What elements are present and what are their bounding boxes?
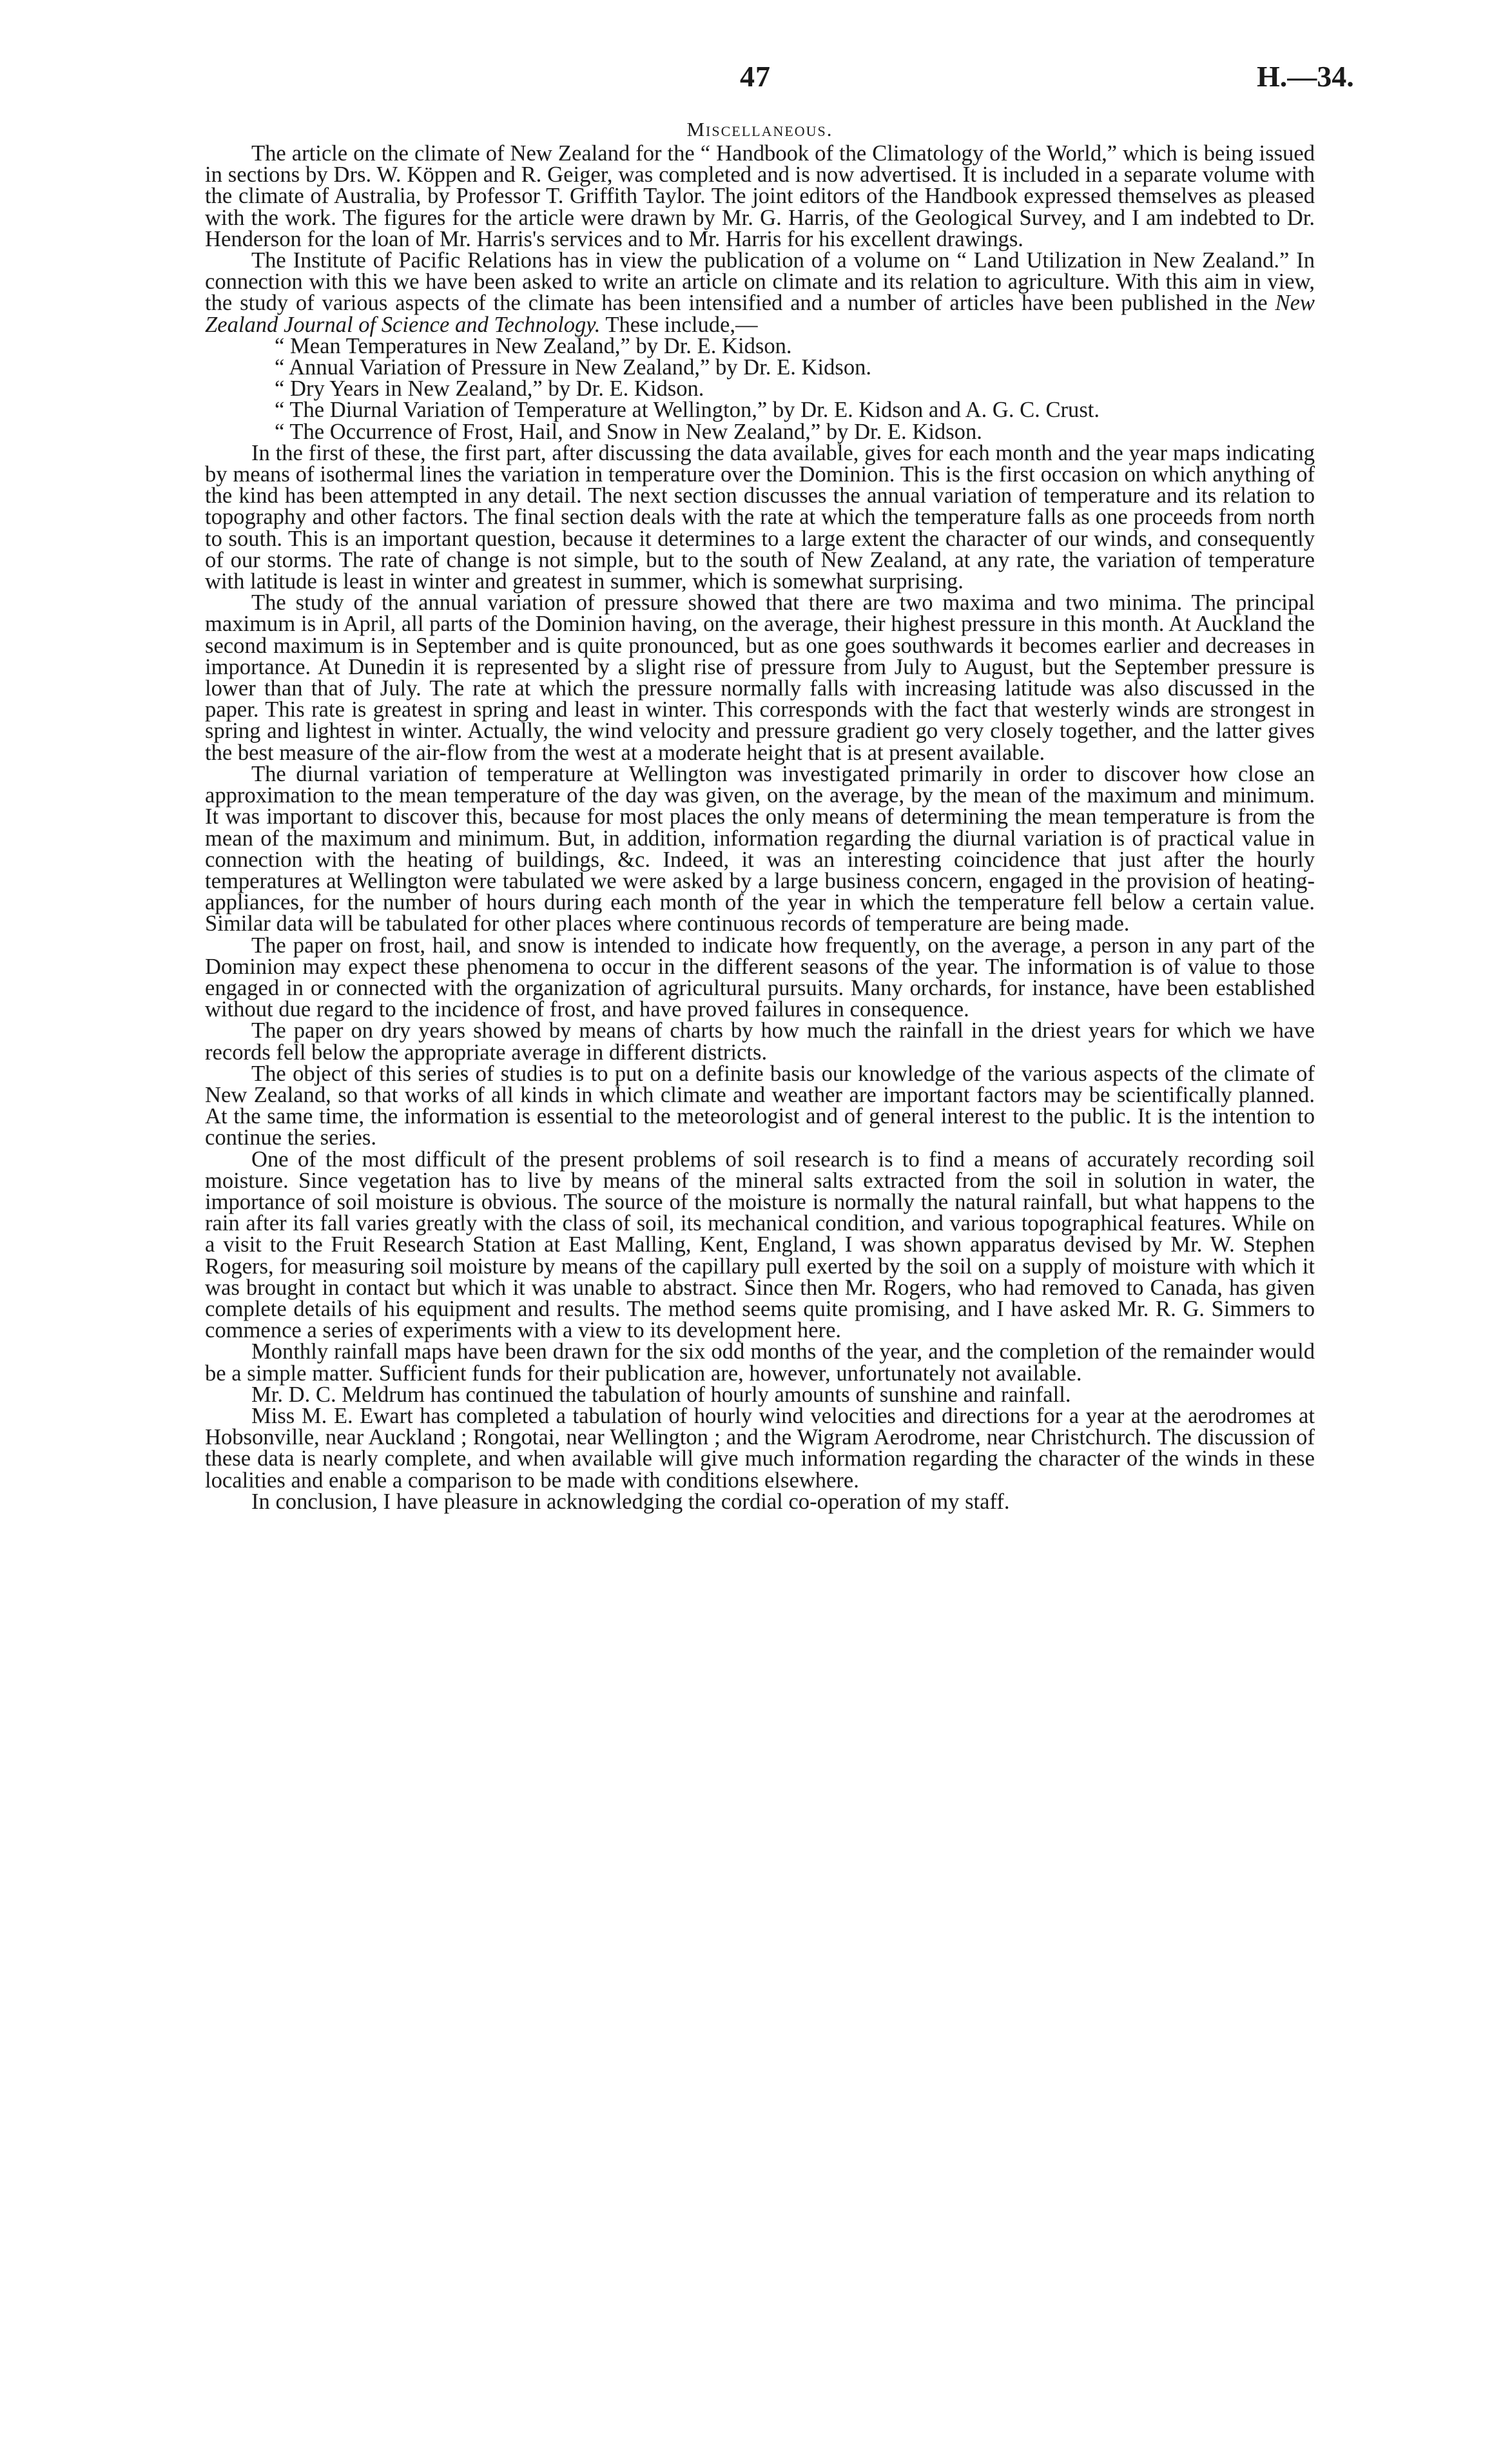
paragraph-diurnal-variation: The diurnal variation of temperature at Wellington was investigated primarily in order to discover how close an approximation to the mean temperature of the day was given, on the average, by the mean of the maximum and minimum. It was important to discover this, because for most places the only means of determining the mean temperature is from the mean of the maximum and minimum. But, in addition, information regarding the diurnal variation is of practical value in connection with the heating of buildings, &c. Indeed, it was an interesting coincidence that just after the hourly temperatures at Wellington were tabulated we were asked by a large business concern, engaged in the provision of heating-appliances, for the number of hours during each month of the year in which the temperature fell below a certain value. Similar data will be tabulated for other places where continuous records of temperature are being made. <box>205 761 1315 936</box>
paragraph-frost-hail-snow: The paper on frost, hail, and snow is intended to indicate how frequently, on the average, a person in any part of the Dominion may expect these phenomena to occur in the different seasons of the year. The information is of value to those engaged in or connected with the organization of agricultural pursuits. Many orchards, for instance, have been established without due regard to the incidence of frost, and have proved failures in consequence. <box>205 933 1315 1022</box>
publication-item: “ Annual Variation of Pressure in New Zealand,” by Dr. E. Kidson. <box>275 355 872 380</box>
document-reference: H.—34. <box>1257 60 1354 93</box>
report-body <box>205 120 1315 1513</box>
paragraph-handbook-article: The article on the climate of New Zealand for the “ Handbook of the Climatology of the World,” which is being issued in sections by Drs. W. Köppen and R. Geiger, was completed and is now advertised. It is included in a separate volume with the climate of Australia, by Professor T. Griffith Taylor. The joint editors of the Handbook expressed themselves as pleased with the work. The figures for the article were drawn by Mr. G. Harris, of the Geological Survey, and I am indebted to Dr. Henderson for the loan of Mr. Harris's services and to Mr. Harris for his excellent drawings. <box>205 141 1315 251</box>
paragraph-pressure-variation: The study of the annual variation of pressure showed that there are two maxima and two minima. The principal maximum is in April, all parts of the Dominion having, on the average, their highest pressure in this month. At Auckland the second maximum is in September and is quite pronounced, but as one goes southwards it becomes earlier and decreases in importance. At Dunedin it is represented by a slight rise of pressure from July to August, but the September pressure is lower than that of July. The rate at which the pressure normally falls with increasing latitude was also discussed in the paper. This rate is greatest in spring and least in winter. This corresponds with the fact that westerly winds are strongest in spring and lightest in winter. Actually, the wind velocity and pressure gradient go very closely together, and the latter gives the best measure of the air-flow from the west at a moderate height that is at present available. <box>205 590 1315 765</box>
publication-item: “ Mean Temperatures in New Zealand,” by Dr. E. Kidson. <box>275 333 792 358</box>
publication-item: “ Dry Years in New Zealand,” by Dr. E. Kidson. <box>275 376 704 402</box>
journal-title: New Zealand Journal of Science and Technology. <box>205 291 1315 337</box>
publication-list <box>205 333 1315 444</box>
paragraph-land-utilization <box>205 250 1315 336</box>
paragraph-sunshine-rainfall: Mr. D. C. Meldrum has continued the tabulation of hourly amounts of sunshine and rainfall. <box>251 1382 1071 1407</box>
paragraph-land-utilization-start: The Institute of Pacific Relations has in view the publication of a volume on “ Land Utilization in New Zealand.” In connection with this we have been asked to write an article on climate and its relation to agriculture. With this aim in view, the study of various aspects of the climate has been intensified and a number of articles have been published in the <box>205 248 1315 316</box>
paragraph-wind-velocities: Miss M. E. Ewart has completed a tabulation of hourly wind velocities and directions for a year at the aerodromes at Hobsonville, near Auckland ; Rongotai, near Wellington ; and the Wigram Aerodrome, near Christchurch. The discussion of these data is nearly complete, and when available will give much information regarding the character of the winds in these localities and enable a comparison to be made with conditions elsewhere. <box>205 1403 1315 1493</box>
paragraph-series-object: The object of this series of studies is to put on a definite basis our knowledge of the various aspects of the climate of New Zealand, so that works of all kinds in which climate and weather are important factors may be scientifically planned. At the same time, the information is essential to the meteorologist and of general interest to the public. It is the intention to continue the series. <box>205 1061 1315 1150</box>
section-heading: Miscellaneous. <box>686 118 833 141</box>
paragraph-conclusion: In conclusion, I have pleasure in acknowledging the cordial co-operation of my staff. <box>251 1489 1010 1514</box>
page-number: 47 <box>740 60 771 93</box>
paragraph-land-utilization-end: These include,— <box>605 312 758 337</box>
publication-item: “ The Diurnal Variation of Temperature at Wellington,” by Dr. E. Kidson and A. G. C. Crust. <box>275 398 1100 423</box>
paragraph-soil-moisture: One of the most difficult of the present problems of soil research is to find a means of accurately recording soil moisture. Since vegetation has to live by means of the mineral salts extracted from the soil in solution in water, the importance of soil moisture is obvious. The source of the moisture is normally the natural rainfall, but what happens to the rain after its fall varies greatly with the class of soil, its mechanical condition, and various topographical features. While on a visit to the Fruit Research Station at East Malling, Kent, England, I was shown apparatus devised by Mr. W. Stephen Rogers, for measuring soil moisture by means of the capillary pull exerted by the soil on a supply of moisture with which it was brought in contact but which it was unable to abstract. Since then Mr. Rogers, who had removed to Canada, has given complete details of his equipment and results. The method seems quite promising, and I have asked Mr. R. G. Simmers to commence a series of experiments with a view to its development here. <box>205 1147 1315 1343</box>
paragraph-dry-years: The paper on dry years showed by means of charts by how much the rainfall in the driest years for which we have records fell below the appropriate average in different districts. <box>205 1018 1315 1065</box>
paragraph-rainfall-maps: Monthly rainfall maps have been drawn for the six odd months of the year, and the completion of the remainder would be a simple matter. Sufficient funds for their publication are, however, unfortunately not available. <box>205 1339 1315 1386</box>
paragraph-mean-temperatures: In the first of these, the first part, after discussing the data available, gives for each month and the year maps indicating by means of isothermal lines the variation in temperature over the Dominion. This is the first occasion on which anything of the kind has been attempted in any detail. The next section discusses the annual variation of temperature and its relation to topography and other factors. The final section deals with the rate at which the temperature falls as one proceeds from north to south. This is an important question, because it determines to a large extent the character of our winds, and consequently of our storms. The rate of change is not simple, but to the south of New Zealand, at any rate, the variation of temperature with latitude is least in winter and greatest in summer, which is somewhat surprising. <box>205 440 1315 594</box>
publication-item: “ The Occurrence of Frost, Hail, and Snow in New Zealand,” by Dr. E. Kidson. <box>275 419 982 444</box>
